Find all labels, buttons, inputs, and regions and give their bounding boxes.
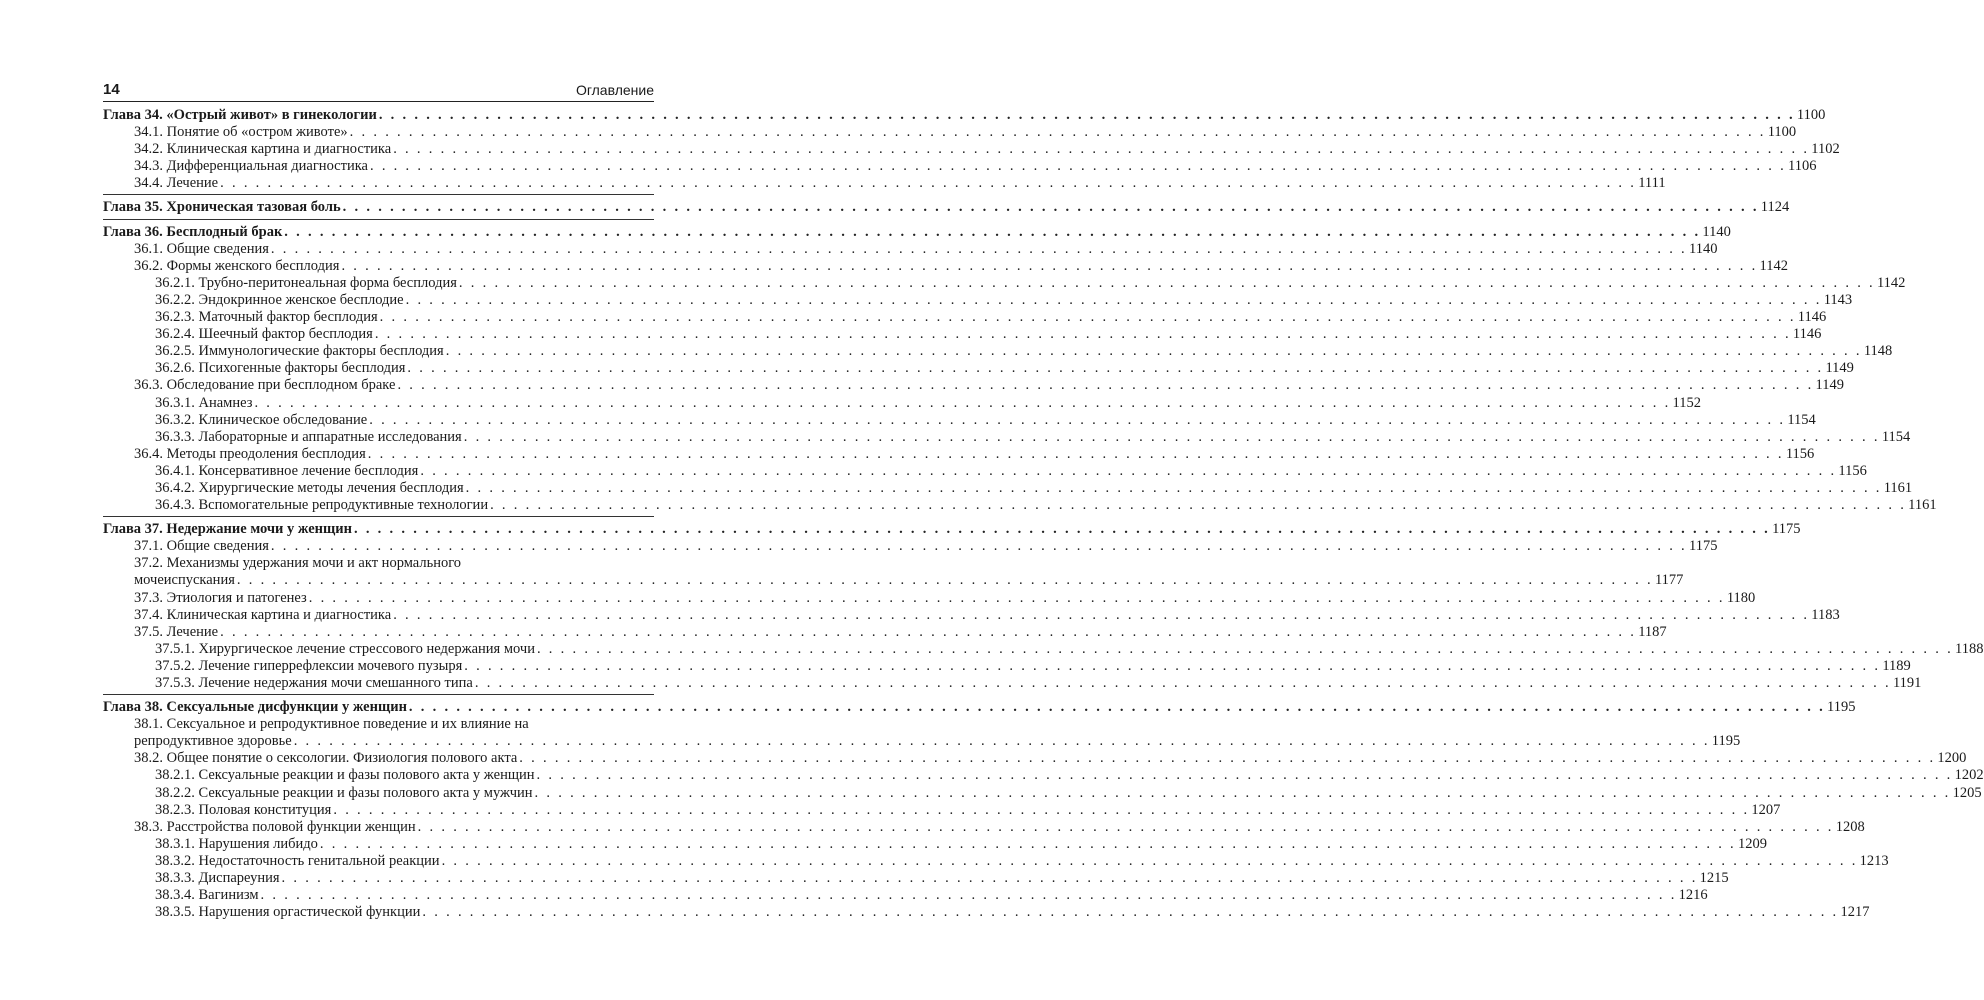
dot-leader: . . . . . . . . . . . . . . . . . . . . . . . . . . . . . . . . . . . . . . . . . . . . . . . . . . . . . . . . . . . . . . . . . . . . . . . . . . . . . . . . . . . . . . . . . . . . . . . . . . . . . . . . . . . . . . . . . . . . . . . . <box>420 462 1837 479</box>
dot-leader: . . . . . . . . . . . . . . . . . . . . . . . . . . . . . . . . . . . . . . . . . . . . . . . . . . . . . . . . . . . . . . . . . . . . . . . . . . . . . . . . . . . . . . . . . . . . . . . . . . . . . . . . . . . . . . . . . . . . . . . . <box>260 887 1677 904</box>
toc-entry[interactable] <box>103 462 1867 480</box>
toc-entry[interactable] <box>103 716 654 733</box>
entry-page-number: 1175 <box>1688 538 1718 555</box>
entry-title: 36.2.2. Эндокринное женское бесплодие <box>155 291 404 308</box>
entry-page-number: 1140 <box>1688 240 1718 257</box>
toc-entry[interactable] <box>103 640 1984 658</box>
entry-page-number: 1142 <box>1759 257 1788 274</box>
running-header <box>103 78 654 102</box>
dot-leader: . . . . . . . . . . . . . . . . . . . . . . . . . . . . . . . . . . . . . . . . . . . . . . . . . . . . . . . . . . . . . . . . . . . . . . . . . . . . . . . . . . . . . . . . . . . . . . . . . . . . . . . . . . . . . . . . . . . . . . . . <box>407 360 1824 377</box>
entry-page-number: 1156 <box>1785 445 1815 462</box>
toc-entry[interactable] <box>103 870 1729 887</box>
entry-title: 36.4.1. Консервативное лечение бесплодия <box>155 462 419 479</box>
entry-page-number: 1152 <box>1672 394 1701 411</box>
entry-title: 38.3.4. Вагинизм <box>155 887 259 904</box>
toc-entry[interactable] <box>103 852 1889 870</box>
entry-page-number: 1143 <box>1823 291 1853 308</box>
entry-page-number: 1100 <box>1767 124 1797 141</box>
toc-entry[interactable] <box>103 623 1667 641</box>
entry-title: Глава 38. Сексуальные дисфункции у женщин <box>103 699 407 716</box>
dot-leader: . . . . . . . . . . . . . . . . . . . . . . . . . . . . . . . . . . . . . . . . . . . . . . . . . . . . . . . . . . . . . . . . . . . . . . . . . . . . . . . . . . . . . . . . . . . . . . . . . . . . . . . . . . . . . . . . . . . . . . . . <box>465 479 1882 496</box>
dot-leader: . . . . . . . . . . . . . . . . . . . . . . . . . . . . . . . . . . . . . . . . . . . . . . . . . . . . . . . . . . . . . . . . . . . . . . . . . . . . . . . . . . . . . . . . . . . . . . . . . . . . . . . . . . . . . . . . . . . . . . . . <box>422 904 1839 921</box>
page-number: 14 <box>103 81 120 98</box>
dot-leader: . . . . . . . . . . . . . . . . . . . . . . . . . . . . . . . . . . . . . . . . . . . . . . . . . . . . . . . . . . . . . . . . . . . . . . . . . . . . . . . . . . . . . . . . . . . . . . . . . . . . . . . . . . . . . . . . . . . . . . . . <box>254 394 1671 411</box>
toc-entry[interactable] <box>103 497 1937 514</box>
chapter-group <box>103 223 1937 518</box>
entry-title: 38.3.1. Нарушения либидо <box>155 835 318 852</box>
entry-page-number: 1195 <box>1827 699 1856 716</box>
dot-leader: . . . . . . . . . . . . . . . . . . . . . . . . . . . . . . . . . . . . . . . . . . . . . . . . . . . . . . . . . . . . . . . . . . . . . . . . . . . . . . . . . . . . . . . . . . . . . . . . . . . . . . . . . . . . . . . . . . . . . . . . <box>441 852 1858 869</box>
toc-entry[interactable] <box>103 801 1781 819</box>
dot-leader: . . . . . . . . . . . . . . . . . . . . . . . . . . . . . . . . . . . . . . . . . . . . . . . . . . . . . . . . . . . . . . . . . . . . . . . . . . . . . . . . . . . . . . . . . . . . . . . . . . . . . . . . . . . . . . . . . . . . . . . . <box>293 733 1710 750</box>
toc-chapter-entry[interactable] <box>103 223 1731 241</box>
chapter-group <box>103 699 1984 923</box>
dot-leader: . . . . . . . . . . . . . . . . . . . . . . . . . . . . . . . . . . . . . . . . . . . . . . . . . . . . . . . . . . . . . . . . . . . . . . . . . . . . . . . . . . . . . . . . . . . . . . . . . . . . . . . . . . . . . . . . . . . . . . . . <box>353 521 1771 538</box>
toc-entry[interactable] <box>103 257 1788 275</box>
entry-title: 36.2.5. Иммунологические факторы бесплодия <box>155 343 444 360</box>
toc-entry[interactable] <box>103 657 1911 675</box>
toc-entry[interactable] <box>103 141 1840 158</box>
dot-leader: . . . . . . . . . . . . . . . . . . . . . . . . . . . . . . . . . . . . . . . . . . . . . . . . . . . . . . . . . . . . . . . . . . . . . . . . . . . . . . . . . . . . . . . . . . . . . . . . . . . . . . . . . . . . . . . . . . . . . . . . <box>393 606 1810 623</box>
toc-entry[interactable] <box>103 538 1718 555</box>
section-title: Оглавление <box>575 82 654 98</box>
entry-title: 38.3.2. Недостаточность генитальной реакции <box>155 852 440 869</box>
entry-title: Глава 34. «Острый живот» в гинекологии <box>103 107 377 123</box>
entry-page-number: 1100 <box>1796 107 1826 123</box>
entry-page-number: 1188 <box>1955 640 1984 657</box>
entry-title: 37.2. Механизмы удержания мочи и акт нормального <box>134 555 462 572</box>
toc-entry[interactable] <box>103 291 1853 309</box>
dot-leader: . . . . . . . . . . . . . . . . . . . . . . . . . . . . . . . . . . . . . . . . . . . . . . . . . . . . . . . . . . . . . . . . . . . . . . . . . . . . . . . . . . . . . . . . . . . . . . . . . . . . . . . . . . . . . . . . . . . . . . . . <box>342 199 1759 216</box>
toc-entry[interactable] <box>103 784 1982 802</box>
dot-leader: . . . . . . . . . . . . . . . . . . . . . . . . . . . . . . . . . . . . . . . . . . . . . . . . . . . . . . . . . . . . . . . . . . . . . . . . . . . . . . . . . . . . . . . . . . . . . . . . . . . . . . . . . . . . . . . . . . . . . . . . <box>536 640 1954 657</box>
toc-entry[interactable] <box>103 274 1906 292</box>
entry-page-number: 1161 <box>1883 479 1913 496</box>
dot-leader: . . . . . . . . . . . . . . . . . . . . . . . . . . . . . . . . . . . . . . . . . . . . . . . . . . . . . . . . . . . . . . . . . . . . . . . . . . . . . . . . . . . . . . . . . . . . . . . . . . . . . . . . . . . . . . . . . . . . . . . . <box>536 767 1953 784</box>
dot-leader: . . . . . . . . . . . . . . . . . . . . . . . . . . . . . . . . . . . . . . . . . . . . . . . . . . . . . . . . . . . . . . . . . . . . . . . . . . . . . . . . . . . . . . . . . . . . . . . . . . . . . . . . . . . . . . . . . . . . . . . . <box>405 291 1822 308</box>
dot-leader: . . . . . . . . . . . . . . . . . . . . . . . . . . . . . . . . . . . . . . . . . . . . . . . . . . . . . . . . . . . . . . . . . . . . . . . . . . . . . . . . . . . . . . . . . . . . . . . . . . . . . . . . . . . . . . . . . . . . . . . . <box>408 699 1825 716</box>
entry-page-number: 1154 <box>1881 428 1911 445</box>
entry-title: 34.4. Лечение <box>134 175 219 192</box>
dot-leader: . . . . . . . . . . . . . . . . . . . . . . . . . . . . . . . . . . . . . . . . . . . . . . . . . . . . . . . . . . . . . . . . . . . . . . . . . . . . . . . . . . . . . . . . . . . . . . . . . . . . . . . . . . . . . . . . . . . . . . . . <box>393 141 1810 158</box>
dot-leader: . . . . . . . . . . . . . . . . . . . . . . . . . . . . . . . . . . . . . . . . . . . . . . . . . . . . . . . . . . . . . . . . . . . . . . . . . . . . . . . . . . . . . . . . . . . . . . . . . . . . . . . . . . . . . . . . . . . . . . . . <box>333 801 1750 818</box>
dot-leader: . . . . . . . . . . . . . . . . . . . . . . . . . . . . . . . . . . . . . . . . . . . . . . . . . . . . . . . . . . . . . . . . . . . . . . . . . . . . . . . . . . . . . . . . . . . . . . . . . . . . . . . . . . . . . . . . . . . . . . . . <box>490 497 1907 514</box>
entry-title: Глава 37. Недержание мочи у женщин <box>103 521 352 538</box>
entry-page-number: 1183 <box>1811 606 1840 623</box>
toc-entry[interactable] <box>103 360 1854 377</box>
entry-page-number: 1102 <box>1811 141 1840 158</box>
toc-chapter-entry[interactable] <box>103 199 1790 216</box>
entry-page-number: 1111 <box>1638 175 1666 192</box>
entry-page-number: 1177 <box>1654 572 1684 589</box>
entry-title: 36.4.2. Хирургические методы лечения бесплодия <box>155 479 464 496</box>
entry-title: 37.1. Общие сведения <box>134 538 269 555</box>
toc-entry[interactable] <box>103 555 654 572</box>
entry-title: 34.2. Клиническая картина и диагностика <box>134 141 392 158</box>
entry-title: 36.2.3. Маточный фактор бесплодия <box>155 309 378 326</box>
entry-title: 36.3. Обследование при бесплодном браке <box>134 377 396 394</box>
dot-leader: . . . . . . . . . . . . . . . . . . . . . . . . . . . . . . . . . . . . . . . . . . . . . . . . . . . . . . . . . . . . . . . . . . . . . . . . . . . . . . . . . . . . . . . . . . . . . . . . . . . . . . . . . . . . . . . . . . . . . . . . <box>367 445 1784 462</box>
toc-page <box>103 78 1984 927</box>
toc-chapter-entry[interactable] <box>103 699 1856 716</box>
entry-page-number: 1154 <box>1787 411 1816 428</box>
toc-chapter-entry[interactable] <box>103 107 1826 124</box>
dot-leader: . . . . . . . . . . . . . . . . . . . . . . . . . . . . . . . . . . . . . . . . . . . . . . . . . . . . . . . . . . . . . . . . . . . . . . . . . . . . . . . . . . . . . . . . . . . . . . . . . . . . . . . . . . . . . . . . . . . . . . . . <box>369 158 1787 175</box>
toc-entry[interactable] <box>103 904 1870 921</box>
entry-title: 34.3. Дифференциальная диагностика <box>134 158 368 175</box>
dot-leader: . . . . . . . . . . . . . . . . . . . . . . . . . . . . . . . . . . . . . . . . . . . . . . . . . . . . . . . . . . . . . . . . . . . . . . . . . . . . . . . . . . . . . . . . . . . . . . . . . . . . . . . . . . . . . . . . . . . . . . . . <box>341 257 1758 274</box>
toc-entry[interactable] <box>103 887 1708 904</box>
toc-entry[interactable] <box>103 572 1684 589</box>
entry-page-number: 1217 <box>1840 904 1870 921</box>
toc-entry[interactable] <box>103 767 1984 784</box>
entry-title: 36.2.1. Трубно-перитонеальная форма бесплодия <box>155 274 457 291</box>
entry-page-number: 1215 <box>1699 870 1729 887</box>
dot-leader: . . . . . . . . . . . . . . . . . . . . . . . . . . . . . . . . . . . . . . . . . . . . . . . . . . . . . . . . . . . . . . . . . . . . . . . . . . . . . . . . . . . . . . . . . . . . . . . . . . . . . . . . . . . . . . . . . . . . . . . . <box>379 309 1796 326</box>
entry-title: 37.5.3. Лечение недержания мочи смешанного типа <box>155 675 473 691</box>
entry-page-number: 1161 <box>1908 497 1937 514</box>
entry-title: 36.1. Общие сведения <box>134 240 269 257</box>
entry-page-number: 1195 <box>1711 733 1741 750</box>
entry-title: 34.1. Понятие об «остром животе» <box>134 124 348 141</box>
entry-title: 36.3.1. Анамнез <box>155 394 253 411</box>
entry-title: репродуктивное здоровье <box>134 733 292 750</box>
entry-title: 36.3.2. Клиническое обследование <box>155 411 368 428</box>
entry-page-number: 1156 <box>1838 462 1867 479</box>
entry-page-number: 1202 <box>1954 767 1984 784</box>
entry-title: 38.3.3. Диспареуния <box>155 870 280 887</box>
entry-title: 37.5. Лечение <box>134 623 219 640</box>
toc-entry[interactable] <box>103 240 1718 258</box>
dot-leader: . . . . . . . . . . . . . . . . . . . . . . . . . . . . . . . . . . . . . . . . . . . . . . . . . . . . . . . . . . . . . . . . . . . . . . . . . . . . . . . . . . . . . . . . . . . . . . . . . . . . . . . . . . . . . . . . . . . . . . . . <box>417 818 1834 835</box>
toc-entry[interactable] <box>103 158 1817 175</box>
entry-page-number: 1200 <box>1937 750 1967 767</box>
entry-title: 37.3. Этиология и патогенез <box>134 589 307 606</box>
entry-page-number: 1189 <box>1882 657 1911 674</box>
entry-page-number: 1216 <box>1678 887 1708 904</box>
entry-title: 36.4.3. Вспомогательные репродуктивные технологии <box>155 497 489 514</box>
entry-page-number: 1124 <box>1760 199 1790 216</box>
entry-page-number: 1106 <box>1788 158 1817 175</box>
toc-chapter-entry[interactable] <box>103 521 1801 538</box>
toc-entry[interactable] <box>103 750 1967 767</box>
entry-title: 38.1. Сексуальное и репродуктивное поведение и их влияние на <box>134 716 529 733</box>
dot-leader: . . . . . . . . . . . . . . . . . . . . . . . . . . . . . . . . . . . . . . . . . . . . . . . . . . . . . . . . . . . . . . . . . . . . . . . . . . . . . . . . . . . . . . . . . . . . . . . . . . . . . . . . . . . . . . . . . . . . . . . . <box>308 589 1725 606</box>
dot-leader: . . . . . . . . . . . . . . . . . . . . . . . . . . . . . . . . . . . . . . . . . . . . . . . . . . . . . . . . . . . . . . . . . . . . . . . . . . . . . . . . . . . . . . . . . . . . . . . . . . . . . . . . . . . . . . . . . . . . . . . . <box>281 870 1698 887</box>
entry-title: Глава 35. Хроническая тазовая боль <box>103 199 341 216</box>
entry-title: 38.2.1. Сексуальные реакции и фазы полового акта у женщин <box>155 767 535 784</box>
toc-entry[interactable] <box>103 675 1922 692</box>
entry-title: 38.2.2. Сексуальные реакции и фазы полового акта у мужчин <box>155 784 533 801</box>
entry-page-number: 1205 <box>1952 784 1982 801</box>
toc-entry[interactable] <box>103 326 1822 343</box>
entry-page-number: 1148 <box>1863 343 1893 360</box>
entry-page-number: 1175 <box>1772 521 1801 538</box>
entry-title: 38.3.5. Нарушения оргастической функции <box>155 904 421 921</box>
dot-leader: . . . . . . . . . . . . . . . . . . . . . . . . . . . . . . . . . . . . . . . . . . . . . . . . . . . . . . . . . . . . . . . . . . . . . . . . . . . . . . . . . . . . . . . . . . . . . . . . . . . . . . . . . . . . . . . . . . . . . . . . <box>397 377 1814 394</box>
dot-leader: . . . . . . . . . . . . . . . . . . . . . . . . . . . . . . . . . . . . . . . . . . . . . . . . . . . . . . . . . . . . . . . . . . . . . . . . . . . . . . . . . . . . . . . . . . . . . . . . . . . . . . . . . . . . . . . . . . . . . . . . <box>374 326 1791 343</box>
toc-entry[interactable] <box>103 479 1913 497</box>
toc-entry[interactable] <box>103 411 1816 429</box>
entry-title: 36.2.6. Психогенные факторы бесплодия <box>155 360 406 377</box>
entry-title: 37.5.2. Лечение гиперрефлексии мочевого пузыря <box>155 657 463 674</box>
table-of-contents <box>103 107 1984 923</box>
dot-leader: . . . . . . . . . . . . . . . . . . . . . . . . . . . . . . . . . . . . . . . . . . . . . . . . . . . . . . . . . . . . . . . . . . . . . . . . . . . . . . . . . . . . . . . . . . . . . . . . . . . . . . . . . . . . . . . . . . . . . . . . <box>284 223 1701 240</box>
toc-entry[interactable] <box>103 835 1767 853</box>
dot-leader: . . . . . . . . . . . . . . . . . . . . . . . . . . . . . . . . . . . . . . . . . . . . . . . . . . . . . . . . . . . . . . . . . . . . . . . . . . . . . . . . . . . . . . . . . . . . . . . . . . . . . . . . . . . . . . . . . . . . . . . . <box>319 835 1736 852</box>
dot-leader: . . . . . . . . . . . . . . . . . . . . . . . . . . . . . . . . . . . . . . . . . . . . . . . . . . . . . . . . . . . . . . . . . . . . . . . . . . . . . . . . . . . . . . . . . . . . . . . . . . . . . . . . . . . . . . . . . . . . . . . . <box>378 107 1795 123</box>
entry-page-number: 1146 <box>1797 309 1827 326</box>
toc-entry[interactable] <box>103 589 1756 607</box>
dot-leader: . . . . . . . . . . . . . . . . . . . . . . . . . . . . . . . . . . . . . . . . . . . . . . . . . . . . . . . . . . . . . . . . . . . . . . . . . . . . . . . . . . . . . . . . . . . . . . . . . . . . . . . . . . . . . . . . . . . . . . . . <box>270 240 1687 257</box>
entry-page-number: 1140 <box>1702 223 1731 240</box>
entry-page-number: 1146 <box>1792 326 1822 343</box>
entry-title: 36.4. Методы преодоления бесплодия <box>134 445 366 462</box>
entry-page-number: 1208 <box>1835 818 1865 835</box>
dot-leader: . . . . . . . . . . . . . . . . . . . . . . . . . . . . . . . . . . . . . . . . . . . . . . . . . . . . . . . . . . . . . . . . . . . . . . . . . . . . . . . . . . . . . . . . . . . . . . . . . . . . . . . . . . . . . . . . . . . . . . . . <box>534 784 1951 801</box>
toc-entry[interactable] <box>103 343 1893 360</box>
entry-title: Глава 36. Бесплодный брак <box>103 223 283 240</box>
toc-entry[interactable] <box>103 733 1741 750</box>
dot-leader: . . . . . . . . . . . . . . . . . . . . . . . . . . . . . . . . . . . . . . . . . . . . . . . . . . . . . . . . . . . . . . . . . . . . . . . . . . . . . . . . . . . . . . . . . . . . . . . . . . . . . . . . . . . . . . . . . . . . . . . . <box>445 343 1862 360</box>
toc-entry[interactable] <box>103 175 1666 192</box>
entry-page-number: 1191 <box>1892 675 1922 691</box>
entry-title: 36.2. Формы женского бесплодия <box>134 257 340 274</box>
entry-title: 36.2.4. Шеечный фактор бесплодия <box>155 326 373 343</box>
dot-leader: . . . . . . . . . . . . . . . . . . . . . . . . . . . . . . . . . . . . . . . . . . . . . . . . . . . . . . . . . . . . . . . . . . . . . . . . . . . . . . . . . . . . . . . . . . . . . . . . . . . . . . . . . . . . . . . . . . . . . . . . <box>458 274 1875 291</box>
chapter-group <box>103 199 1790 219</box>
dot-leader: . . . . . . . . . . . . . . . . . . . . . . . . . . . . . . . . . . . . . . . . . . . . . . . . . . . . . . . . . . . . . . . . . . . . . . . . . . . . . . . . . . . . . . . . . . . . . . . . . . . . . . . . . . . . . . . . . . . . . . . . <box>464 657 1881 674</box>
dot-leader: . . . . . . . . . . . . . . . . . . . . . . . . . . . . . . . . . . . . . . . . . . . . . . . . . . . . . . . . . . . . . . . . . . . . . . . . . . . . . . . . . . . . . . . . . . . . . . . . . . . . . . . . . . . . . . . . . . . . . . . . <box>236 572 1653 589</box>
entry-page-number: 1149 <box>1815 377 1844 394</box>
entry-title: мочеиспускания <box>134 572 235 589</box>
entry-page-number: 1207 <box>1751 801 1781 818</box>
dot-leader: . . . . . . . . . . . . . . . . . . . . . . . . . . . . . . . . . . . . . . . . . . . . . . . . . . . . . . . . . . . . . . . . . . . . . . . . . . . . . . . . . . . . . . . . . . . . . . . . . . . . . . . . . . . . . . . . . . . . . . . . <box>220 175 1637 192</box>
entry-title: 37.4. Клиническая картина и диагностика <box>134 606 392 623</box>
entry-title: 36.3.3. Лабораторные и аппаратные исследования <box>155 428 462 445</box>
entry-page-number: 1187 <box>1638 623 1667 640</box>
entry-title: 38.3. Расстройства половой функции женщин <box>134 818 416 835</box>
entry-page-number: 1180 <box>1726 589 1756 606</box>
dot-leader: . . . . . . . . . . . . . . . . . . . . . . . . . . . . . . . . . . . . . . . . . . . . . . . . . . . . . . . . . . . . . . . . . . . . . . . . . . . . . . . . . . . . . . . . . . . . . . . . . . . . . . . . . . . . . . . . . . . . . . . . <box>474 675 1891 691</box>
dot-leader: . . . . . . . . . . . . . . . . . . . . . . . . . . . . . . . . . . . . . . . . . . . . . . . . . . . . . . . . . . . . . . . . . . . . . . . . . . . . . . . . . . . . . . . . . . . . . . . . . . . . . . . . . . . . . . . . . . . . . . . . <box>519 750 1936 767</box>
toc-entry[interactable] <box>103 818 1865 836</box>
dot-leader: . . . . . . . . . . . . . . . . . . . . . . . . . . . . . . . . . . . . . . . . . . . . . . . . . . . . . . . . . . . . . . . . . . . . . . . . . . . . . . . . . . . . . . . . . . . . . . . . . . . . . . . . . . . . . . . . . . . . . . . . <box>220 623 1637 640</box>
entry-title: 37.5.1. Хирургическое лечение стрессового недержания мочи <box>155 640 535 657</box>
chapter-group <box>103 107 1840 195</box>
entry-title: 38.2. Общее понятие о сексологии. Физиология полового акта <box>134 750 518 767</box>
entry-page-number: 1149 <box>1825 360 1854 377</box>
dot-leader: . . . . . . . . . . . . . . . . . . . . . . . . . . . . . . . . . . . . . . . . . . . . . . . . . . . . . . . . . . . . . . . . . . . . . . . . . . . . . . . . . . . . . . . . . . . . . . . . . . . . . . . . . . . . . . . . . . . . . . . . <box>463 428 1880 445</box>
dot-leader: . . . . . . . . . . . . . . . . . . . . . . . . . . . . . . . . . . . . . . . . . . . . . . . . . . . . . . . . . . . . . . . . . . . . . . . . . . . . . . . . . . . . . . . . . . . . . . . . . . . . . . . . . . . . . . . . . . . . . . . . <box>349 124 1766 141</box>
toc-entry[interactable] <box>103 309 1827 326</box>
entry-page-number: 1142 <box>1876 274 1906 291</box>
entry-page-number: 1209 <box>1737 835 1767 852</box>
dot-leader: . . . . . . . . . . . . . . . . . . . . . . . . . . . . . . . . . . . . . . . . . . . . . . . . . . . . . . . . . . . . . . . . . . . . . . . . . . . . . . . . . . . . . . . . . . . . . . . . . . . . . . . . . . . . . . . . . . . . . . . . <box>369 411 1786 428</box>
toc-entry[interactable] <box>103 124 1797 141</box>
entry-page-number: 1213 <box>1859 852 1889 869</box>
toc-entry[interactable] <box>103 445 1815 463</box>
toc-entry[interactable] <box>103 377 1844 394</box>
entry-title: 38.2.3. Половая конституция <box>155 801 332 818</box>
toc-entry[interactable] <box>103 428 1911 446</box>
chapter-group <box>103 521 1984 695</box>
toc-entry[interactable] <box>103 606 1840 624</box>
dot-leader: . . . . . . . . . . . . . . . . . . . . . . . . . . . . . . . . . . . . . . . . . . . . . . . . . . . . . . . . . . . . . . . . . . . . . . . . . . . . . . . . . . . . . . . . . . . . . . . . . . . . . . . . . . . . . . . . . . . . . . . . <box>270 538 1687 555</box>
toc-entry[interactable] <box>103 394 1701 412</box>
